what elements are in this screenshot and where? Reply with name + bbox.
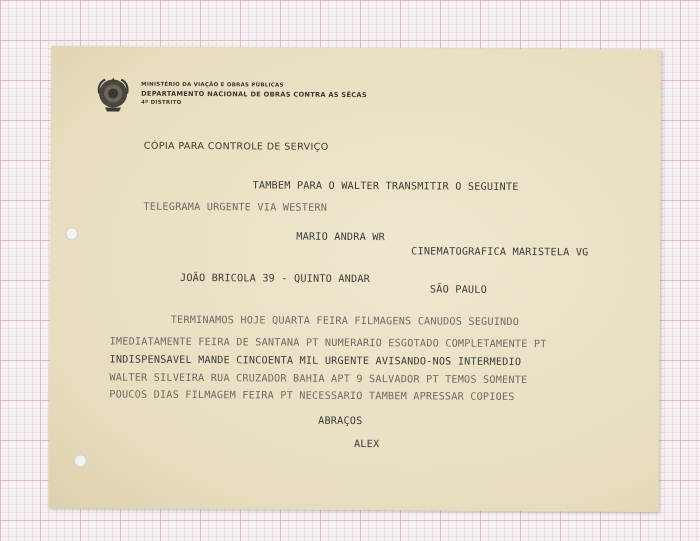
message-line: POUCOS DIAS FILMAGEM FEIRA PT NECESSARIO TAMBEM APRESSAR COPIOES (109, 389, 515, 403)
text-line: TAMBEM PARA O WALTER TRANSMITIR O SEGUINTE (252, 180, 519, 193)
recipient-company: CINEMATOGRAFICA MARISTELA VG (411, 246, 589, 259)
department-line: DEPARTAMENTO NACIONAL DE OBRAS CONTRA AS SÊCAS (141, 89, 367, 100)
district-line: 4º DISTRITO (141, 99, 182, 106)
recipient-city: SÃO PAULO (429, 284, 487, 296)
message-line: TERMINAMOS HOJE QUARTA FEIRA FILMAGENS CANUDOS SEGUINDO (170, 314, 520, 329)
ministry-line: MINISTÉRIO DA VIAÇÃO E OBRAS PÚBLICAS (141, 81, 284, 89)
punch-hole (74, 454, 87, 467)
recipient-name: MARIO ANDRA WR (296, 231, 385, 244)
message-line: IMEDIATAMENTE FEIRA DE SANTANA PT NUMERARIO ESGOTADO COMPLETAMENTE PT (109, 336, 547, 351)
message-line: INDISPENSAVEL MANDE CINCOENTA MIL URGENTE AVISANDO-NOS INTERMEDIO (109, 354, 522, 369)
text-line: TELEGRAMA URGENTE VIA WESTERN (143, 201, 328, 214)
punch-hole (65, 227, 78, 240)
signature-name: ALEX (353, 438, 380, 451)
coat-of-arms-emblem (95, 75, 131, 113)
copy-control-title: CÓPIA PARA CONTROLE DE SERVIÇO (143, 140, 329, 153)
letterhead (141, 81, 367, 109)
message-line: WALTER SILVEIRA RUA CRUZADOR BAHIA APT 9 SALVADOR PT TEMOS SOMENTE (109, 372, 528, 387)
recipient-address: JOÃO BRICOLA 39 - QUINTO ANDAR (179, 272, 371, 286)
typewritten-document-sheet (49, 46, 662, 512)
closing-greeting: ABRAÇOS (318, 415, 363, 428)
